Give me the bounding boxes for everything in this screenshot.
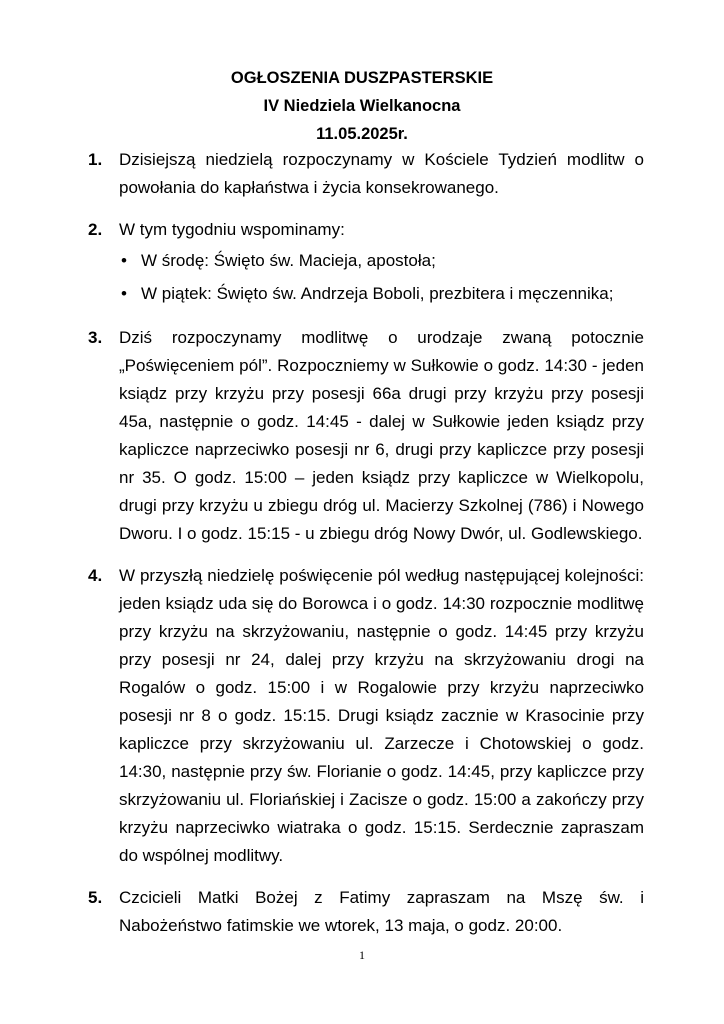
item-text: W przyszłą niedzielę poświęcenie pól według następującej kolejności: jeden ksiądz uda się do Borowca i o godz. 14:30 rozpocznie modlitwę przy krzyżu na skrzyżowaniu, następnie o godz. 14:45 przy krzyżu przy posesji nr 24, dalej przy krzyżu na skrzyżowaniu drogi na Rogalów o godz. 15:00 i w Rogalowie przy krzyżu naprzeciwko posesji nr 8 o godz. 15:15. Drugi ksiądz zacznie w Krasocinie przy kapliczce przy skrzyżowaniu ul. Zarzecze i Chotowskiej o godz. 14:30, następnie przy św. Florianie o godz. 14:45, przy kapliczce przy skrzyżowaniu ul. Floriańskiej i Zacisze o godz. 15:00 a zakończy przy krzyżu naprzeciwko wiatraka o godz. 15:15. Serdecznie zapraszam do wspólnej modlitwy. — [119, 566, 644, 865]
commemorations-list — [119, 244, 644, 310]
item-number: 4. — [88, 566, 103, 585]
list-item — [119, 277, 644, 310]
item-number: 5. — [88, 888, 103, 907]
item-text: Dziś rozpoczynamy modlitwę o urodzaje zwaną potocznie „Poświęceniem pól”. Rozpoczniemy w Sułkowie o godz. 14:30 - jeden ksiądz przy krzyżu przy posesji 66a drugi przy krzyżu przy posesji 45a, następnie o godz. 14:45 - dalej w Sułkowie jeden ksiądz przy kapliczce naprzeciwko posesji nr 6, drugi przy kapliczce przy posesji nr 35. O godz. 15:00 – jeden ksiądz przy kapliczce w Wielkopolu, drugi przy krzyżu u zbiegu dróg ul. Macierzy Szkolnej (786) i Nowego Dworu. I o godz. 15:15 - u zbiegu dróg Nowy Dwór, ul. Godlewskiego. — [119, 328, 644, 543]
announcement-item-1 — [88, 146, 644, 202]
document-subtitle: IV Niedziela Wielkanocna — [263, 97, 461, 115]
announcement-item-5 — [88, 884, 644, 940]
item-text: Czcicieli Matki Bożej z Fatimy zapraszam na Mszę św. i Nabożeństwo fatimskie we wtorek, 13 maja, o godz. 20:00. — [119, 888, 644, 935]
item-number: 3. — [88, 328, 103, 347]
announcement-item-4 — [88, 562, 644, 870]
announcement-item-2 — [88, 216, 644, 310]
announcement-header — [0, 64, 724, 148]
document-date: 11.05.2025r. — [316, 125, 408, 143]
announcement-list — [88, 146, 644, 954]
document-title: OGŁOSZENIA DUSZPASTERSKIE — [230, 69, 494, 87]
page-number: 1 — [359, 948, 365, 962]
item-text: Dzisiejszą niedzielą rozpoczynamy w Kościele Tydzień modlitw o powołania do kapłaństwa i życia konsekrowanego. — [119, 150, 644, 197]
list-item-text: W piątek: Święto św. Andrzeja Boboli, prezbitera i męczennika; — [141, 284, 614, 303]
announcement-item-3 — [88, 324, 644, 548]
item-number: 1. — [88, 150, 103, 169]
bullet-icon: • — [121, 251, 127, 270]
item-intro: W tym tygodniu wspominamy: — [119, 220, 345, 239]
bullet-icon: • — [121, 284, 127, 303]
item-number: 2. — [88, 220, 103, 239]
list-item — [119, 244, 644, 277]
list-item-text: W środę: Święto św. Macieja, apostoła; — [141, 251, 436, 270]
